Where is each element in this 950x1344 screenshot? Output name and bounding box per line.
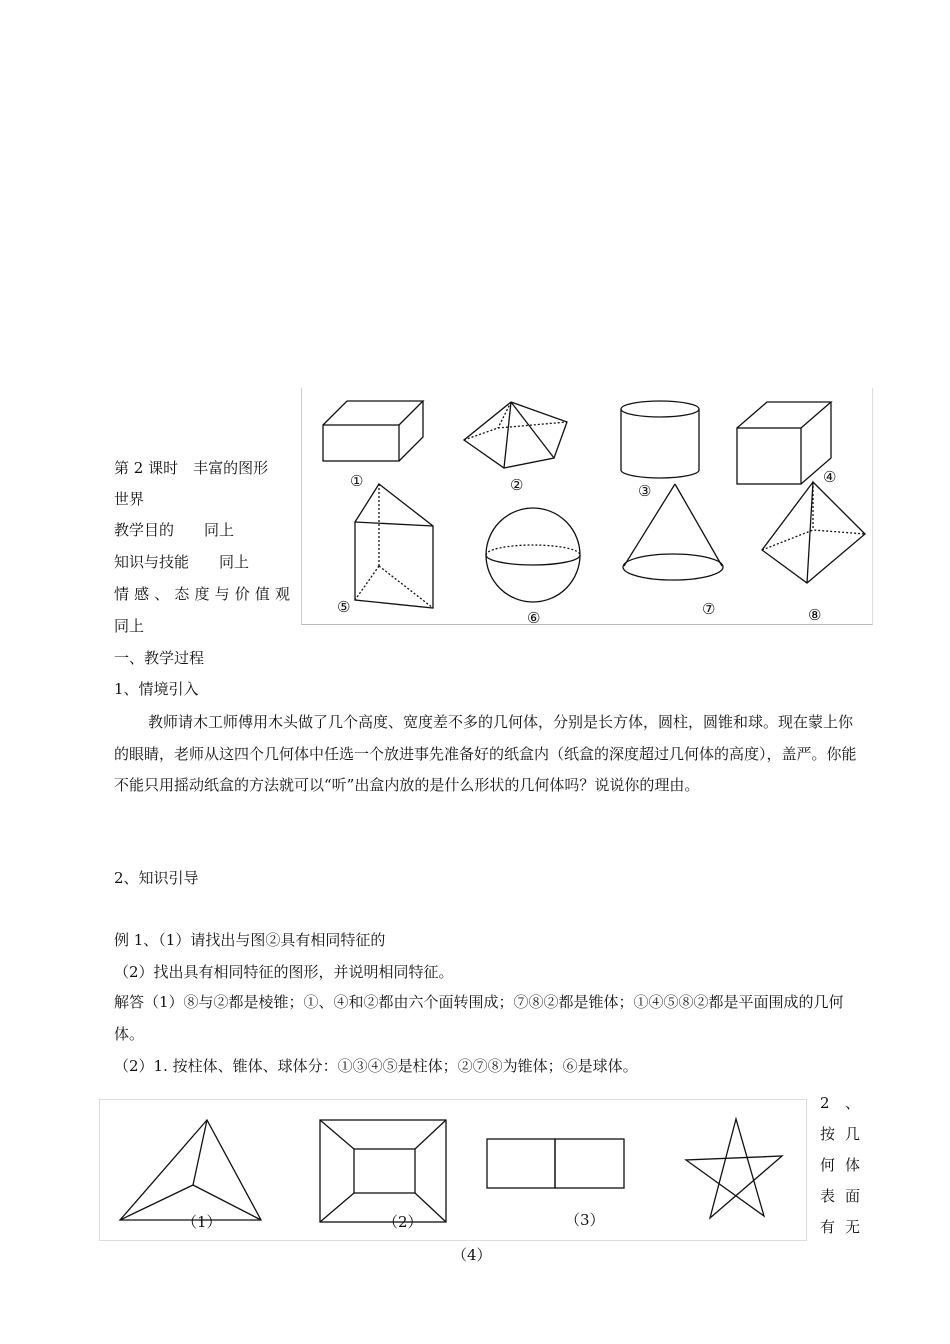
right-col-line-1: 2 、 [820, 1094, 860, 1112]
solid-label-2: ② [510, 476, 524, 494]
solid-label-5: ⑤ [337, 598, 351, 616]
emotion-attitude: 情感、态度与价值观 [114, 585, 290, 603]
triangular-prism-shape [355, 484, 433, 608]
solid-label-6: ⑥ [527, 609, 541, 627]
cube-shape [737, 402, 831, 484]
answer-1: 解答（1）⑧与②都是棱锥；①、④和②都由六个面转围成；⑦⑧②都是锥体；①④⑤⑧②都是平面围成的几何体。 [114, 993, 844, 1043]
section-heading: 一、教学过程 [114, 649, 205, 667]
plane-label-3: （3） [565, 1211, 605, 1229]
solid-label-8: ⑧ [808, 606, 822, 624]
knowledge-skill: 知识与技能 同上 [114, 553, 250, 571]
subheading-intro: 1、情境引入 [114, 680, 199, 698]
frame-figure [320, 1120, 446, 1222]
pyramid-shape [464, 402, 567, 468]
subheading-knowledge: 2、知识引导 [114, 869, 199, 887]
answer-2: （2）1. 按柱体、锥体、球体分：①③④⑤是柱体；②⑦⑧为锥体；⑥是球体。 [114, 1057, 638, 1075]
right-col-line-2: 按 几 [820, 1125, 860, 1143]
triangle-figure [120, 1120, 261, 1220]
solid-label-3: ③ [638, 482, 652, 500]
solid-label-1: ① [350, 472, 364, 490]
lesson-title-cont: 世界 [114, 490, 145, 508]
plane-label-2: （2） [383, 1213, 423, 1231]
star-figure [686, 1119, 782, 1218]
solid-label-7: ⑦ [702, 600, 716, 618]
solid-label-4: ④ [823, 468, 837, 486]
intro-paragraph: 教师请木工师傅用木头做了几个高度、宽度差不多的几何体，分别是长方体，圆柱，圆锥和球。现在蒙上你的眼睛，老师从这四个几何体中任选一个放进事先准备好的纸盒内（纸盒的深度超过几何体的高度），盖严。你能不能只用摇动纸盒的方法就可以“听”出盒内放的是什么形状的几何体吗？说说你的理由。 [114, 713, 857, 794]
plane-label-1: （1） [182, 1213, 222, 1231]
teaching-goal: 教学目的 同上 [114, 521, 235, 539]
cylinder-shape [621, 401, 699, 478]
lesson-title: 第 2 课时 丰富的图形 [114, 459, 269, 477]
example-1-part2: （2）找出具有相同特征的图形，并说明相同特征。 [114, 963, 454, 981]
solids-figure [301, 388, 873, 625]
right-col-line-5: 有 无 [820, 1218, 860, 1236]
cuboid-shape [323, 401, 423, 461]
sphere-shape [486, 508, 580, 602]
right-col-line-3: 何 体 [820, 1156, 860, 1174]
right-col-line-4: 表 面 [820, 1187, 860, 1205]
plane-figures [99, 1099, 807, 1241]
two-rectangles-figure [487, 1139, 624, 1188]
emotion-attitude-value: 同上 [114, 617, 145, 635]
solids-drawing [302, 388, 872, 624]
octahedron-shape [762, 482, 865, 583]
plane-label-4: （4） [452, 1246, 492, 1264]
example-1: 例 1、（1）请找出与图②具有相同特征的 [114, 931, 386, 949]
